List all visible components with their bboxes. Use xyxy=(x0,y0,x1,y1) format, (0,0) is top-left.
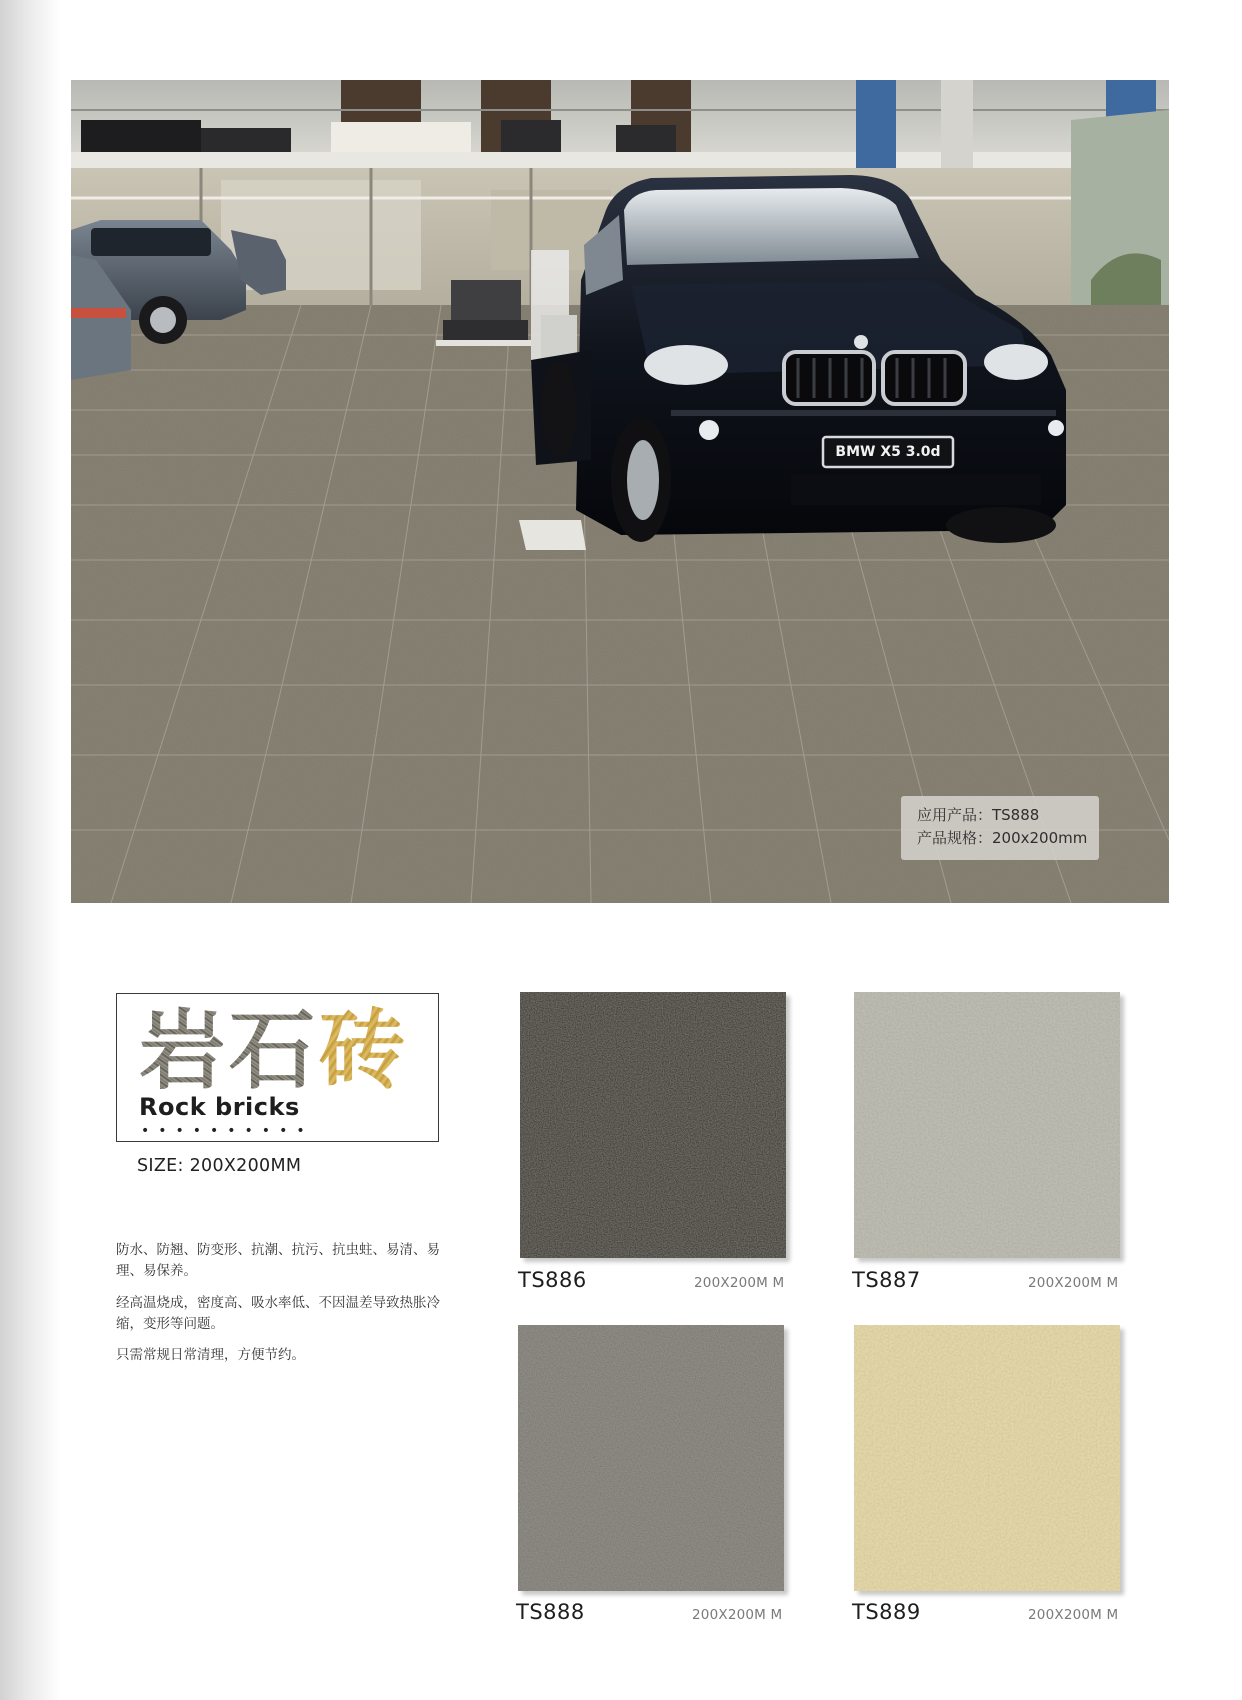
brand-title-stone-text: 岩石 xyxy=(139,1001,319,1101)
caption-spec: 产品规格：200x200mm xyxy=(917,829,1088,847)
tile-code-ts889: TS889 xyxy=(852,1600,921,1624)
tile-swatch-ts889 xyxy=(854,1325,1120,1591)
brand-subtitle: Rock bricks xyxy=(139,1093,300,1121)
size-label: SIZE: 200X200MM xyxy=(137,1156,302,1176)
page-edge-shadow xyxy=(0,0,60,1700)
tile-swatch-ts887 xyxy=(854,992,1120,1258)
rock-bricks-title-box xyxy=(116,993,439,1142)
tile-size-ts887: 200X200M M xyxy=(1028,1275,1119,1291)
tile-size-ts886: 200X200M M xyxy=(694,1275,785,1291)
brand-title xyxy=(139,1002,409,1100)
description-firing: 经高温烧成，密度高、吸水率低、不因温差导致热胀冷缩，变形等问题。 xyxy=(116,1295,440,1332)
description-cleaning: 只需常规日常清理，方便节约。 xyxy=(116,1347,305,1363)
tile-code-ts887: TS887 xyxy=(852,1268,921,1292)
tile-code-ts886: TS886 xyxy=(518,1268,587,1292)
brand-dots: •••••••••• xyxy=(141,1123,314,1139)
tile-swatch-ts888 xyxy=(518,1325,784,1591)
tile-swatch-ts886 xyxy=(520,992,786,1258)
caption-product: 应用产品：TS888 xyxy=(917,806,1040,824)
tile-size-ts889: 200X200M M xyxy=(1028,1607,1119,1623)
car-badge-text: BMW X5 3.0d xyxy=(835,444,941,460)
brand-title-gold-text: 砖 xyxy=(319,1001,409,1101)
showroom-illustration xyxy=(71,80,1169,903)
application-caption xyxy=(901,796,1099,860)
description-features: 防水、防翘、防变形、抗潮、抗污、抗虫蛀、易清、易理、易保养。 xyxy=(116,1242,440,1279)
hero-showroom-photo xyxy=(71,80,1169,903)
tile-size-ts888: 200X200M M xyxy=(692,1607,783,1623)
tile-code-ts888: TS888 xyxy=(516,1600,585,1624)
